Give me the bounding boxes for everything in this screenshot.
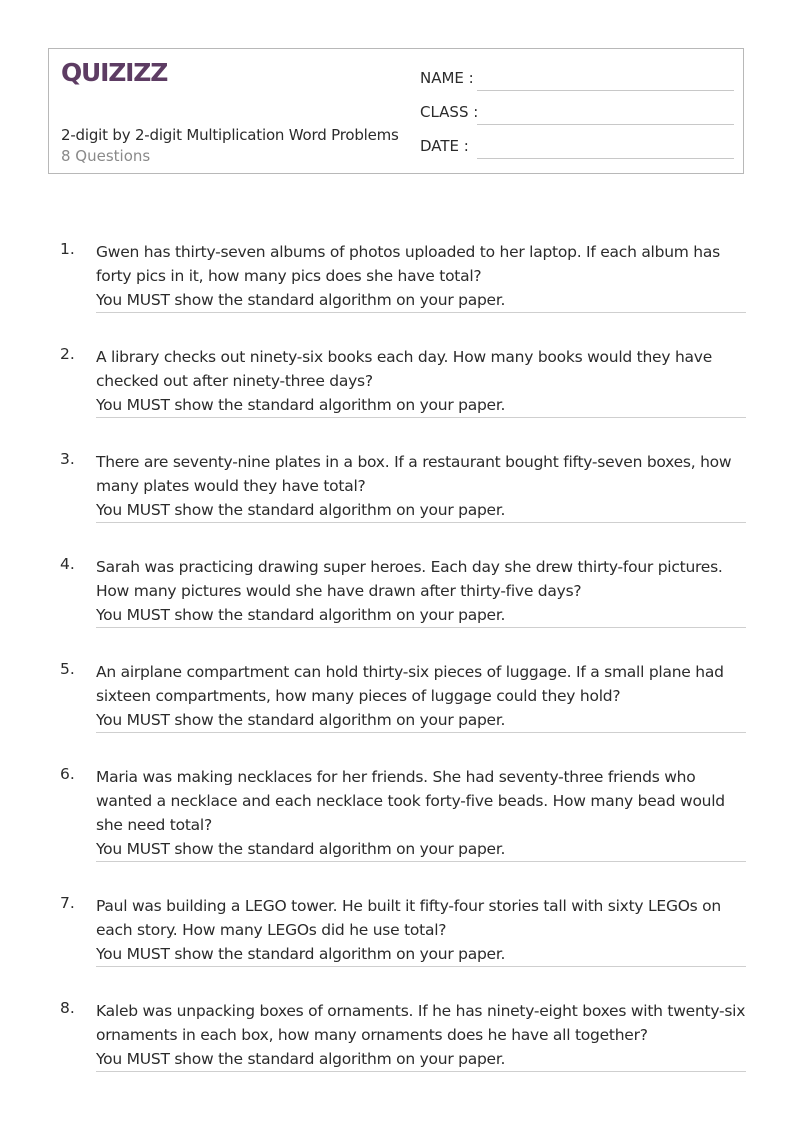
quizizz-logo: QUIZIZZ [61,58,168,87]
date-line[interactable] [477,158,734,159]
question-body [96,450,746,522]
question-note: You MUST show the standard algorithm on your paper. [96,396,506,414]
answer-line[interactable] [96,417,746,418]
question-text: A library checks out ninety-six books each day. How many books would they have checked out after ninety-three days? [96,348,712,390]
question-text: Paul was building a LEGO tower. He built it fifty-four stories tall with sixty LEGOs on each story. How many LEGOs did he use total? [96,897,721,939]
question-body [96,765,746,861]
date-field[interactable] [420,137,734,159]
question-number: 5. [60,660,75,678]
question-text: Kaleb was unpacking boxes of ornaments. If he has ninety-eight boxes with twenty-six ornaments in each box, how many ornaments does he have all together? [96,1002,746,1044]
name-line[interactable] [477,90,734,91]
answer-line[interactable] [96,522,746,523]
answer-line[interactable] [96,861,746,862]
question-number: 1. [60,240,75,258]
class-line[interactable] [477,124,734,125]
question-number: 6. [60,765,75,783]
question-text: Sarah was practicing drawing super heroes. Each day she drew thirty-four pictures. How many pictures would she have drawn after thirty-five days? [96,558,723,600]
question-note: You MUST show the standard algorithm on your paper. [96,501,506,519]
question-body [96,240,746,312]
answer-line[interactable] [96,966,746,967]
question-number: 7. [60,894,75,912]
date-label: DATE : [420,137,469,155]
question-text: Gwen has thirty-seven albums of photos uploaded to her laptop. If each album has forty pics in it, how many pics does she have total? [96,243,720,285]
question-text: There are seventy-nine plates in a box. If a restaurant bought fifty-seven boxes, how many plates would they have total? [96,453,732,495]
question-note: You MUST show the standard algorithm on your paper. [96,711,506,729]
question-number: 2. [60,345,75,363]
answer-line[interactable] [96,1071,746,1072]
answer-line[interactable] [96,312,746,313]
answer-line[interactable] [96,732,746,733]
answer-line[interactable] [96,627,746,628]
worksheet-header [48,48,744,174]
question-body [96,999,746,1071]
question-note: You MUST show the standard algorithm on your paper. [96,840,506,858]
worksheet-title: 2-digit by 2-digit Multiplication Word Problems [61,126,399,144]
question-note: You MUST show the standard algorithm on your paper. [96,945,506,963]
question-count: 8 Questions [61,147,151,165]
name-field[interactable] [420,69,734,91]
question-body [96,555,746,627]
question-number: 8. [60,999,75,1017]
question-body [96,894,746,966]
question-body [96,660,746,732]
name-label: NAME : [420,69,474,87]
class-field[interactable] [420,103,734,125]
question-text: Maria was making necklaces for her friends. She had seventy-three friends who wanted a necklace and each necklace took forty-five beads. How many bead would she need total? [96,768,725,834]
question-note: You MUST show the standard algorithm on your paper. [96,291,506,309]
question-number: 3. [60,450,75,468]
class-label: CLASS : [420,103,479,121]
question-body [96,345,746,417]
question-number: 4. [60,555,75,573]
question-note: You MUST show the standard algorithm on your paper. [96,606,506,624]
question-text: An airplane compartment can hold thirty-six pieces of luggage. If a small plane had sixteen compartments, how many pieces of luggage could they hold? [96,663,724,705]
question-note: You MUST show the standard algorithm on your paper. [96,1050,506,1068]
